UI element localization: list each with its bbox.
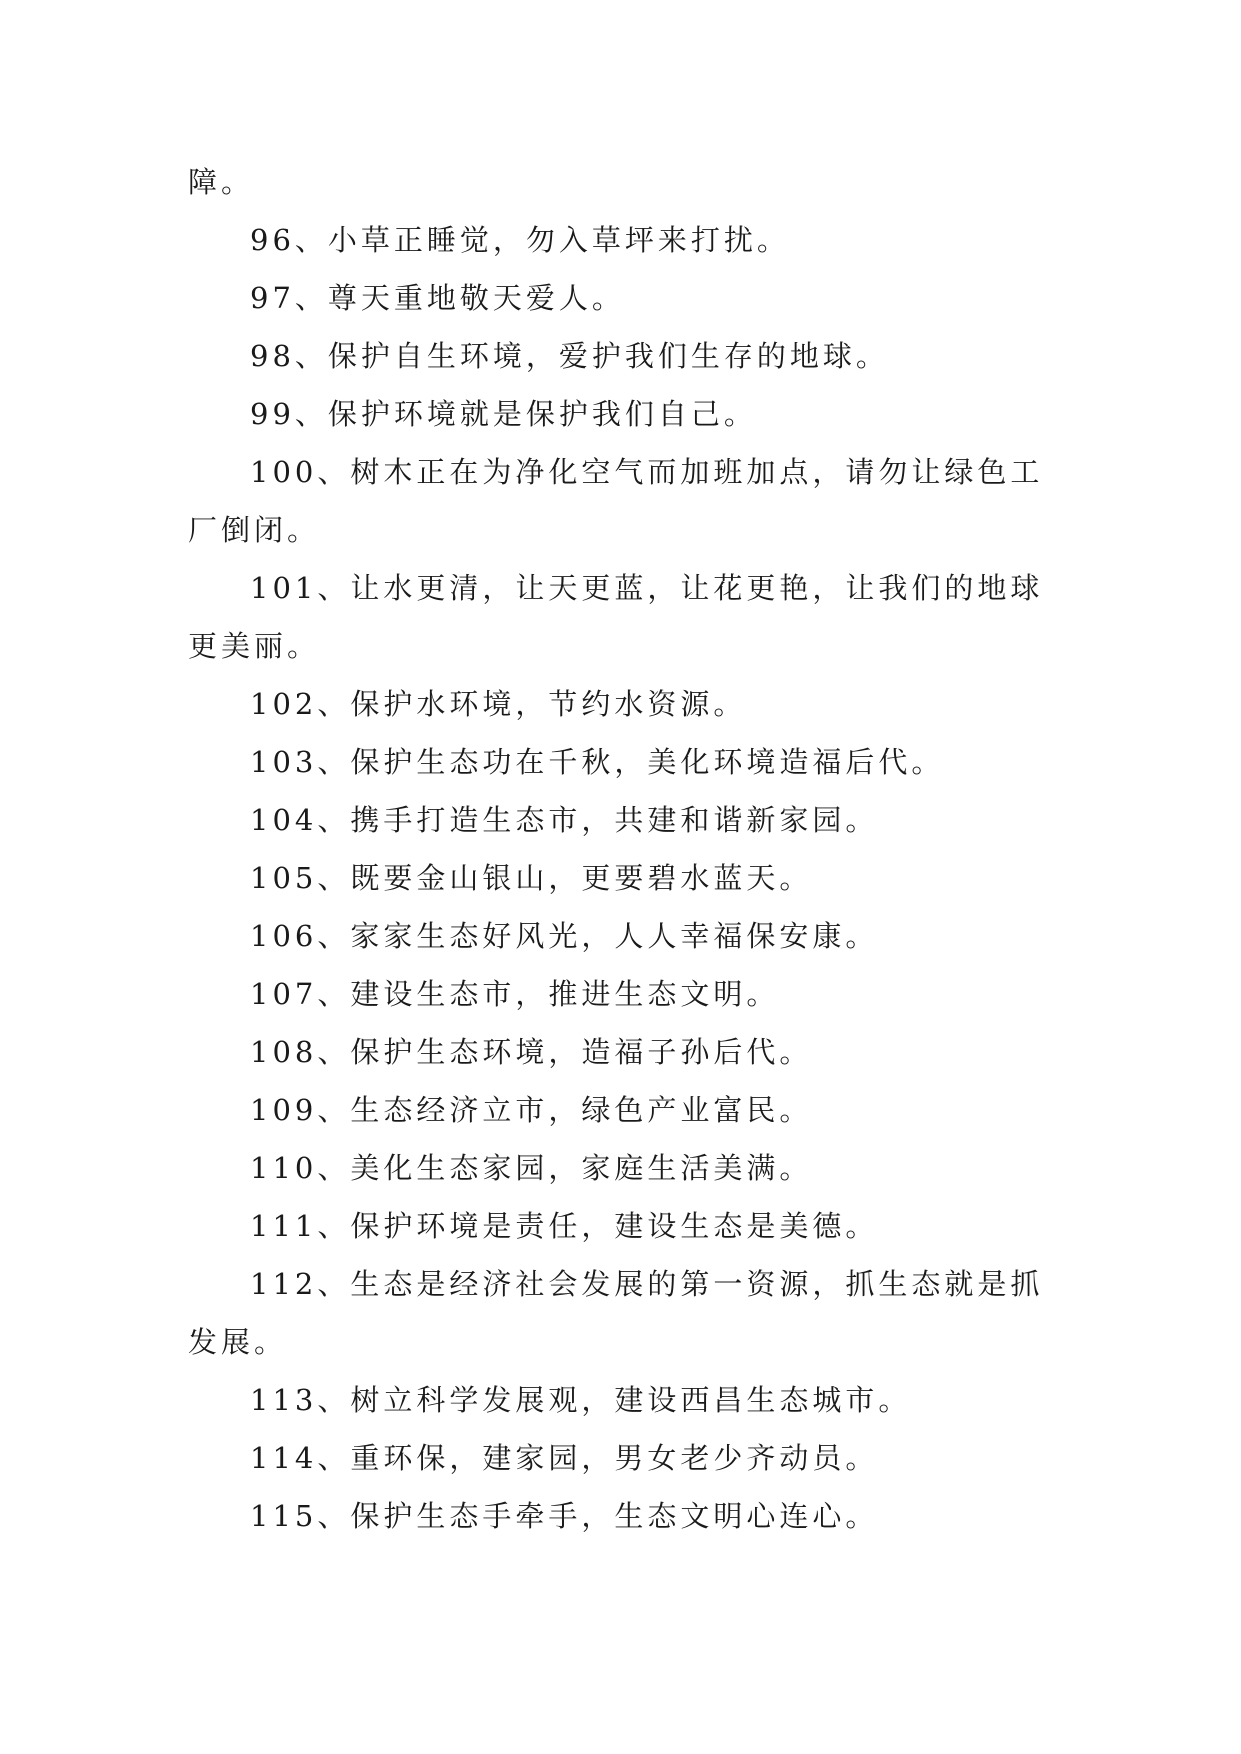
slogan-102: 102、保护水环境，节约水资源。 [250, 687, 747, 721]
slogan-100: 100、树木正在为净化空气而加班加点，请勿让绿色工厂倒闭。 [188, 455, 1044, 547]
paragraph-continuation: 障。 [188, 165, 255, 199]
slogan-103: 103、保护生态功在千秋，美化环境造福后代。 [250, 745, 945, 779]
slogan-96: 96、小草正睡觉，勿入草坪来打扰。 [250, 223, 790, 257]
slogan-112: 112、生态是经济社会发展的第一资源，抓生态就是抓发展。 [188, 1267, 1044, 1359]
slogan-110: 110、美化生态家园，家庭生活美满。 [250, 1151, 813, 1185]
slogan-111: 111、保护环境是责任，建设生态是美德。 [250, 1209, 879, 1243]
slogan-107: 107、建设生态市，推进生态文明。 [250, 977, 780, 1011]
slogan-109: 109、生态经济立市，绿色产业富民。 [250, 1093, 813, 1127]
slogan-99: 99、保护环境就是保护我们自己。 [250, 397, 757, 431]
document-body [188, 153, 1053, 1545]
slogan-106: 106、家家生态好风光，人人幸福保安康。 [250, 919, 879, 953]
slogan-97: 97、尊天重地敬天爱人。 [250, 281, 625, 315]
slogan-115: 115、保护生态手牵手，生态文明心连心。 [250, 1499, 879, 1533]
slogan-104: 104、携手打造生态市，共建和谐新家园。 [250, 803, 879, 837]
slogan-114: 114、重环保，建家园，男女老少齐动员。 [250, 1441, 879, 1475]
slogan-108: 108、保护生态环境，造福子孙后代。 [250, 1035, 813, 1069]
slogan-105: 105、既要金山银山，更要碧水蓝天。 [250, 861, 813, 895]
slogan-98: 98、保护自生环境，爱护我们生存的地球。 [250, 339, 889, 373]
slogan-101: 101、让水更清，让天更蓝，让花更艳，让我们的地球更美丽。 [188, 571, 1044, 663]
slogan-113: 113、树立科学发展观，建设西昌生态城市。 [250, 1383, 912, 1417]
